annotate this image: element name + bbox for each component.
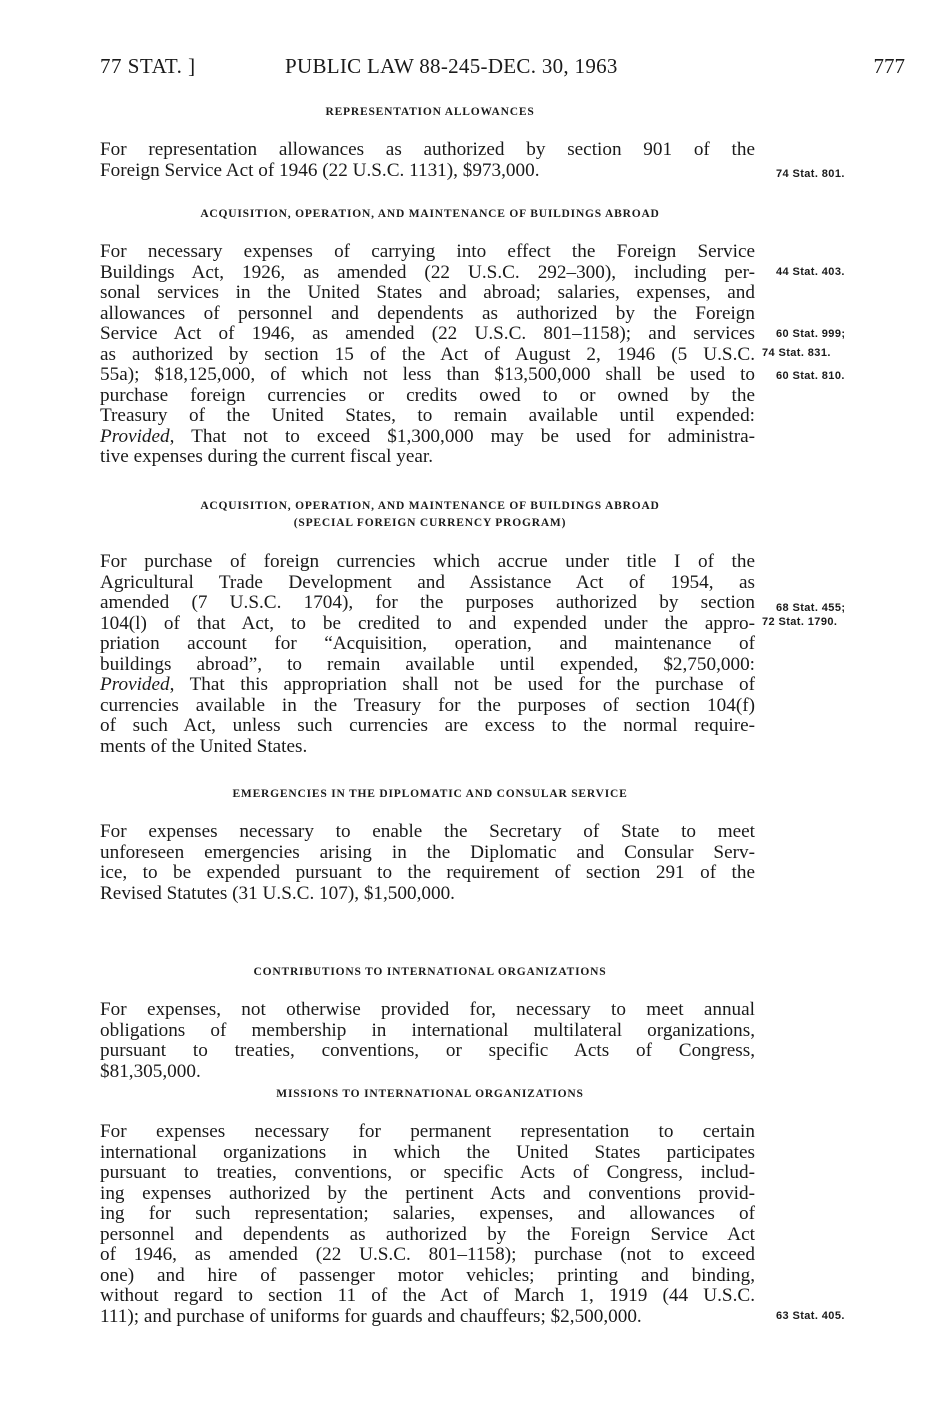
text-line: Buildings Act, 1926, as amended (22 U.S.C. 292–300), including per- (100, 261, 755, 283)
margin-citation: 44 Stat. 403. (776, 266, 845, 278)
margin-citation: 60 Stat. 999; (776, 328, 846, 340)
heading-line: (SPECIAL FOREIGN CURRENCY PROGRAM) (293, 517, 567, 529)
text-line: $81,305,000. (100, 1060, 201, 1082)
proviso-text: , That not to exceed $1,300,000 may be used for administra- (169, 425, 755, 447)
text-line: sonal services in the United States and abroad; salaries, expenses, and (100, 282, 755, 303)
text-line: ments of the United States. (100, 735, 308, 757)
paragraph-representation (100, 140, 755, 181)
text-line: For representation allowances as authorized by section 901 of the (100, 139, 755, 160)
margin-citation: 60 Stat. 810. (776, 370, 845, 382)
text-line: obligations of membership in international multilateral organizations, (100, 1019, 755, 1041)
text-line: Revised Statutes (31 U.S.C. 107), $1,500,000. (100, 882, 455, 904)
margin-citation: 63 Stat. 405. (776, 1310, 845, 1322)
text-line: allowances of personnel and dependents as authorized by the Foreign (100, 302, 755, 324)
text-line: ing for such representation; salaries, expenses, and allowances of (100, 1203, 755, 1224)
text-line: of such Act, unless such currencies are excess to the normal require- (100, 715, 755, 736)
text-line: without regard to section 11 of the Act of March 1, 1919 (44 U.S.C. (100, 1285, 755, 1306)
margin-citation: 72 Stat. 1790. (762, 616, 838, 628)
text-line: personnel and dependents as authorized by the Foreign Service Act (100, 1223, 755, 1245)
paragraph-emergencies (100, 822, 755, 904)
text-line: pursuant to treaties, conventions, or specific Acts of Congress, (100, 1040, 755, 1061)
text-line: pursuant to treaties, conventions, or specific Acts of Congress, includ- (100, 1162, 755, 1183)
margin-citation: 74 Stat. 831. (762, 347, 831, 359)
header-volume: 77 STAT. ] (100, 54, 196, 78)
text-line: For expenses, not otherwise provided for, necessary to meet annual (100, 999, 755, 1020)
text-line: ice, to be expended pursuant to the requirement of section 291 of the (100, 862, 755, 883)
paragraph-missions (100, 1122, 755, 1327)
proviso-text: , That this appropriation shall not be used for the purchase of (169, 674, 755, 695)
text-line: one) and hire of passenger motor vehicles; printing and binding, (100, 1264, 755, 1286)
paragraph-special-foreign-currency (100, 552, 755, 757)
text-line: Agricultural Trade Development and Assistance Act of 1954, as (100, 571, 755, 593)
text-line: buildings abroad”, to remain available until expended, $2,750,000: (100, 653, 755, 675)
section-heading-emergencies: EMERGENCIES IN THE DIPLOMATIC AND CONSULAR SERVICE (232, 788, 628, 800)
text-line: Treasury of the United States, to remain available until expended: (100, 405, 755, 426)
text-line: currencies available in the Treasury for the purposes of section 104(f) (100, 694, 755, 716)
text-line (100, 427, 755, 448)
text-line: priation account for “Acquisition, operation, and maintenance of (100, 633, 755, 654)
text-line: as authorized by section 15 of the Act of August 2, 1946 (5 U.S.C. (100, 343, 755, 365)
text-line: Service Act of 1946, as amended (22 U.S.C. 801–1158); and services (100, 323, 755, 344)
section-heading-contributions: CONTRIBUTIONS TO INTERNATIONAL ORGANIZATIONS (253, 966, 607, 978)
header-title: PUBLIC LAW 88-245-DEC. 30, 1963 (285, 54, 618, 78)
section-heading-buildings-abroad: ACQUISITION, OPERATION, AND MAINTENANCE OF BUILDINGS ABROAD (200, 208, 660, 220)
proviso-word: Provided (100, 674, 170, 695)
heading-line: ACQUISITION, OPERATION, AND MAINTENANCE OF BUILDINGS ABROAD (200, 500, 660, 512)
text-line: 111); and purchase of uniforms for guards and chauffeurs; $2,500,000. (100, 1305, 642, 1327)
paragraph-buildings-abroad (100, 242, 755, 468)
text-line: For purchase of foreign currencies which accrue under title I of the (100, 551, 755, 572)
text-line: purchase foreign currencies or credits owed to or owned by the (100, 384, 755, 406)
text-line: of 1946, as amended (22 U.S.C. 801–1158); purchase (not to exceed (100, 1244, 755, 1265)
paragraph-contributions (100, 1000, 755, 1082)
section-heading-missions: MISSIONS TO INTERNATIONAL ORGANIZATIONS (276, 1088, 584, 1100)
text-line: For expenses necessary to enable the Secretary of State to meet (100, 821, 755, 842)
text-line: amended (7 U.S.C. 1704), for the purposes authorized by section (100, 592, 755, 613)
text-line: unforeseen emergencies arising in the Diplomatic and Consular Serv- (100, 841, 755, 863)
text-line: 104(l) of that Act, to be credited to and expended under the appro- (100, 612, 755, 634)
text-line: For expenses necessary for permanent representation to certain (100, 1121, 755, 1142)
text-line: international organizations in which the United States participates (100, 1141, 755, 1163)
margin-citation: 74 Stat. 801. (776, 168, 845, 180)
margin-citation: 68 Stat. 455; (776, 602, 846, 614)
text-line: Foreign Service Act of 1946 (22 U.S.C. 1131), $973,000. (100, 159, 540, 181)
text-line: tive expenses during the current fiscal year. (100, 446, 433, 467)
text-line: 55a); $18,125,000, of which not less than $13,500,000 shall be used to (100, 364, 755, 385)
section-heading-special-foreign-currency (100, 498, 760, 532)
page-header (100, 54, 905, 84)
section-heading-representation: REPRESENTATION ALLOWANCES (325, 106, 535, 118)
text-line: For necessary expenses of carrying into effect the Foreign Service (100, 241, 755, 262)
text-line: ing expenses authorized by the pertinent Acts and conventions provid- (100, 1182, 755, 1204)
proviso-word: Provided (100, 425, 170, 447)
text-line (100, 675, 755, 696)
header-page-number: 777 (873, 54, 905, 78)
